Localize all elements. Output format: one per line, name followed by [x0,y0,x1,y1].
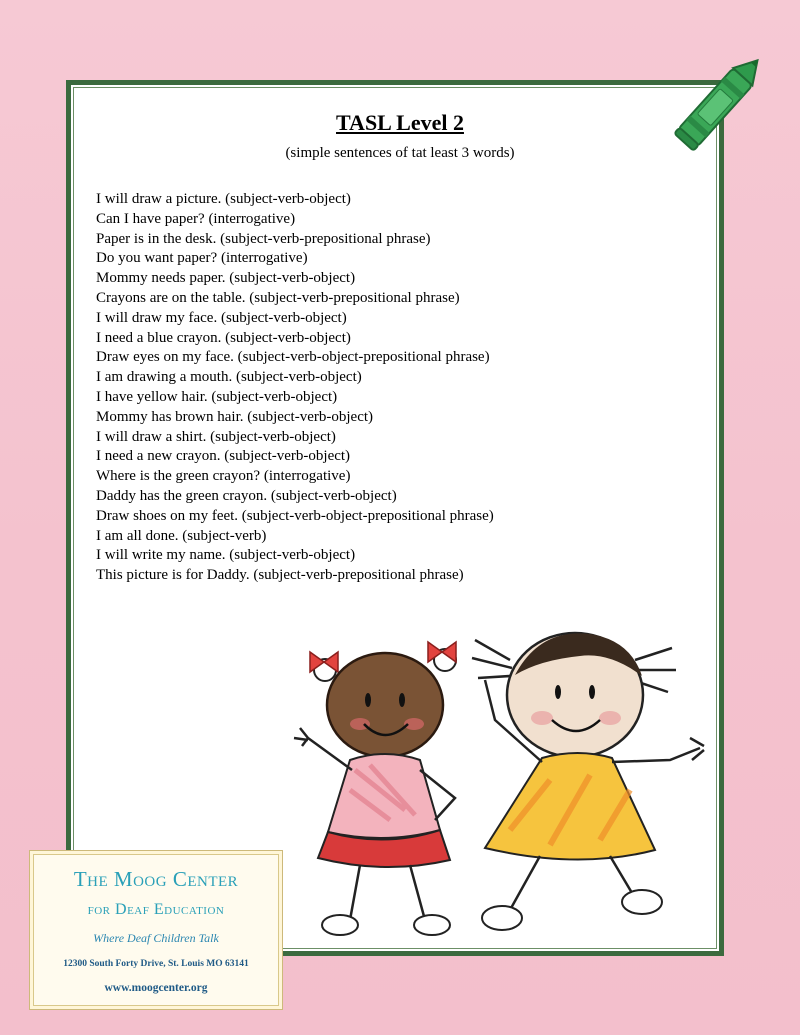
sentence-item: I will draw a shirt. (subject-verb-object) [96,428,336,445]
sentence-item: I will write my name. (subject-verb-object) [96,547,356,564]
sentence-item: I need a blue crayon. (subject-verb-object) [96,329,351,346]
logo-name: The Moog Center [73,867,239,891]
sentence-list [96,190,494,586]
sentence-item: I am all done. (subject-verb) [96,527,267,544]
sentence-item: Can I have paper? (interrogative) [96,210,296,227]
sentence-item: I will draw a picture. (subject-verb-object) [96,191,351,207]
sentence-item: Paper is in the desk. (subject-verb-prepositional phrase) [96,230,431,247]
sentence-item: I am drawing a mouth. (subject-verb-object) [96,369,362,386]
sentence-item: I will draw my face. (subject-verb-object) [96,309,347,326]
sentence-item: I need a new crayon. (subject-verb-object) [96,448,351,465]
logo-tagline: Where Deaf Children Talk [93,931,219,945]
sentence-item: I have yellow hair. (subject-verb-object) [96,388,338,405]
logo-subname: for Deaf Education [87,901,225,918]
sentence-item: Daddy has the green crayon. (subject-verb-object) [96,487,397,504]
moog-center-logo [33,854,279,1006]
children-illustration [280,620,720,950]
sentence-item: Mommy needs paper. (subject-verb-object) [96,270,356,287]
logo-address: 12300 South Forty Drive, St. Louis MO 63141 [63,959,249,969]
logo-website-link[interactable]: www.moogcenter.org [104,982,208,994]
page-title: TASL Level 2 [336,110,464,135]
girl-dark-hair [294,642,456,935]
page-subtitle: (simple sentences of tat least 3 words) [285,145,515,161]
green-crayon-icon [660,40,780,165]
sentence-item: This picture is for Daddy. (subject-verb-prepositional phrase) [96,567,464,584]
sentence-item: Mommy has brown hair. (subject-verb-object) [96,408,374,425]
sentence-item: Do you want paper? (interrogative) [96,250,308,267]
sentence-item: Draw eyes on my face. (subject-verb-object-prepositional phrase) [96,349,490,366]
sentence-item: Where is the green crayon? (interrogative) [96,468,351,485]
girl-light-hair [472,633,704,930]
sentence-item: Crayons are on the table. (subject-verb-prepositional phrase) [96,289,460,306]
sentence-item: Draw shoes on my feet. (subject-verb-object-prepositional phrase) [96,507,494,524]
